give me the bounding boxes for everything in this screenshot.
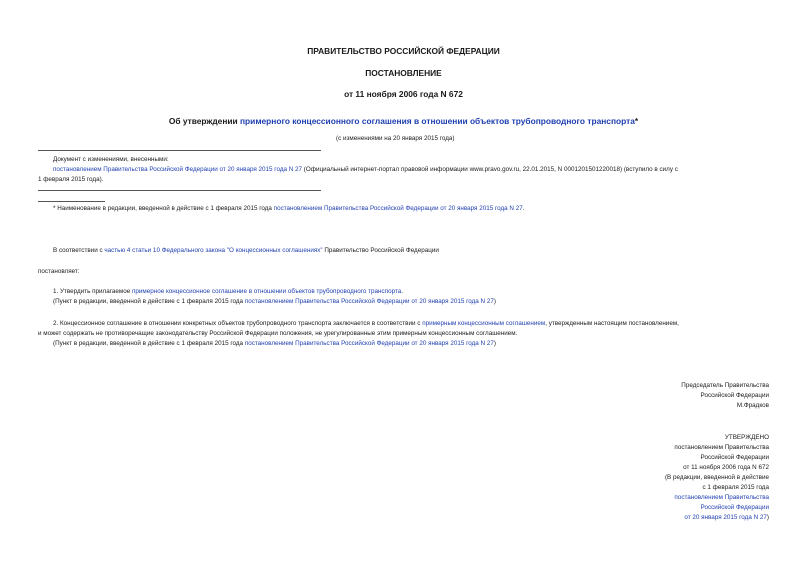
item1-link[interactable]: примерное концессионное соглашение в отношении объектов трубопроводного транспорта bbox=[131, 288, 402, 295]
item2-link[interactable]: примерным концессионным соглашением bbox=[422, 320, 546, 327]
item2-note-suffix: ) bbox=[493, 340, 496, 347]
approved-link3-line bbox=[684, 514, 769, 522]
approved-line2: Российской Федерации bbox=[700, 454, 769, 461]
page-title bbox=[0, 116, 807, 126]
footnote-end: . bbox=[522, 205, 525, 212]
footnote-text: * Наименование в редакции, введенной в действие с 1 февраля 2015 года bbox=[53, 205, 274, 212]
signature-line2: Российской Федерации bbox=[700, 392, 769, 399]
item2-note-link[interactable]: постановлением Правительства Российской Федерации от 20 января 2015 года N 27 bbox=[244, 340, 494, 347]
approved-title: УТВЕРЖДЕНО bbox=[724, 434, 769, 441]
approved-link3[interactable]: от 20 января 2015 года N 27 bbox=[684, 514, 767, 521]
footnote-divider bbox=[38, 201, 105, 202]
footnote-link[interactable]: постановлением Правительства Российской Федерации от 20 января 2015 года N 27 bbox=[273, 205, 523, 212]
resolves: постановляет: bbox=[38, 268, 80, 275]
header-date-number: от 11 ноября 2006 года N 672 bbox=[344, 89, 463, 99]
item1-note-prefix: (Пункт в редакции, введенной в действие с 1 февраля 2015 года bbox=[53, 298, 245, 305]
preamble-link[interactable]: частью 4 статьи 10 Федерального закона "О концессионных соглашениях" bbox=[104, 247, 323, 254]
preamble-prefix: В соответствии с bbox=[53, 247, 105, 254]
changes-rest-line2: 1 февраля 2015 года). bbox=[38, 176, 104, 183]
item1-note-suffix: ) bbox=[493, 298, 496, 305]
divider bbox=[38, 190, 321, 191]
signature-line1: Председатель Правительства bbox=[681, 382, 769, 389]
preamble bbox=[53, 247, 439, 255]
item2-line2: и может содержать не противоречащие законодательству Российской Федерации положения, не урегулированные этим примерным концессионным соглашением. bbox=[38, 330, 518, 337]
header-doc-type: ПОСТАНОВЛЕНИЕ bbox=[365, 68, 442, 78]
item2-note bbox=[53, 340, 496, 348]
item2-note-prefix: (Пункт в редакции, введенной в действие с 1 февраля 2015 года bbox=[53, 340, 245, 347]
changes-intro: Документ с изменениями, внесенными: bbox=[53, 156, 169, 163]
item1-note-link[interactable]: постановлением Правительства Российской Федерации от 20 января 2015 года N 27 bbox=[244, 298, 494, 305]
item2-suffix: , утвержденным настоящим постановлением, bbox=[545, 320, 679, 327]
footnote bbox=[53, 205, 524, 213]
divider bbox=[38, 150, 321, 151]
approved-line1: постановлением Правительства bbox=[674, 444, 769, 451]
approved-line5: с 1 февраля 2015 года bbox=[702, 484, 769, 491]
approved-line4: (В редакции, введенной в действие bbox=[664, 474, 769, 481]
changes-link[interactable]: постановлением Правительства Российской Федерации от 20 января 2015 года N 27 bbox=[53, 166, 303, 173]
item2 bbox=[53, 320, 679, 328]
signature-name: М.Фрадков bbox=[736, 402, 769, 409]
item1 bbox=[53, 288, 403, 296]
changes-line bbox=[53, 166, 678, 174]
preamble-suffix: Правительство Российской Федерации bbox=[322, 247, 439, 254]
item2-prefix: 2. Концессионное соглашение в отношении конкретных объектов трубопроводного транспорта заключается в соответствии с bbox=[53, 320, 423, 327]
title-link[interactable]: примерного концессионного соглашения в отношении объектов трубопроводного транспорта bbox=[240, 116, 635, 126]
item1-prefix: 1. Утвердить прилагаемое bbox=[53, 288, 132, 295]
title-prefix: Об утверждении bbox=[168, 116, 240, 126]
changes-rest: (Официальный интернет-портал правовой информации www.pravo.gov.ru, 22.01.2015, N 0001201501220018) (вступило в силу с bbox=[302, 166, 678, 173]
title-subtitle: (с изменениями на 20 января 2015 года) bbox=[336, 135, 455, 142]
header-government: ПРАВИТЕЛЬСТВО РОССИЙСКОЙ ФЕДЕРАЦИИ bbox=[307, 46, 500, 56]
approved-link2[interactable]: Российской Федерации bbox=[700, 504, 769, 511]
approved-line3: от 11 ноября 2006 года N 672 bbox=[683, 464, 769, 471]
item1-note bbox=[53, 298, 496, 306]
title-suffix: * bbox=[634, 116, 639, 126]
approved-end: ) bbox=[766, 514, 769, 521]
approved-link1[interactable]: постановлением Правительства bbox=[674, 494, 769, 501]
item1-suffix: . bbox=[401, 288, 404, 295]
